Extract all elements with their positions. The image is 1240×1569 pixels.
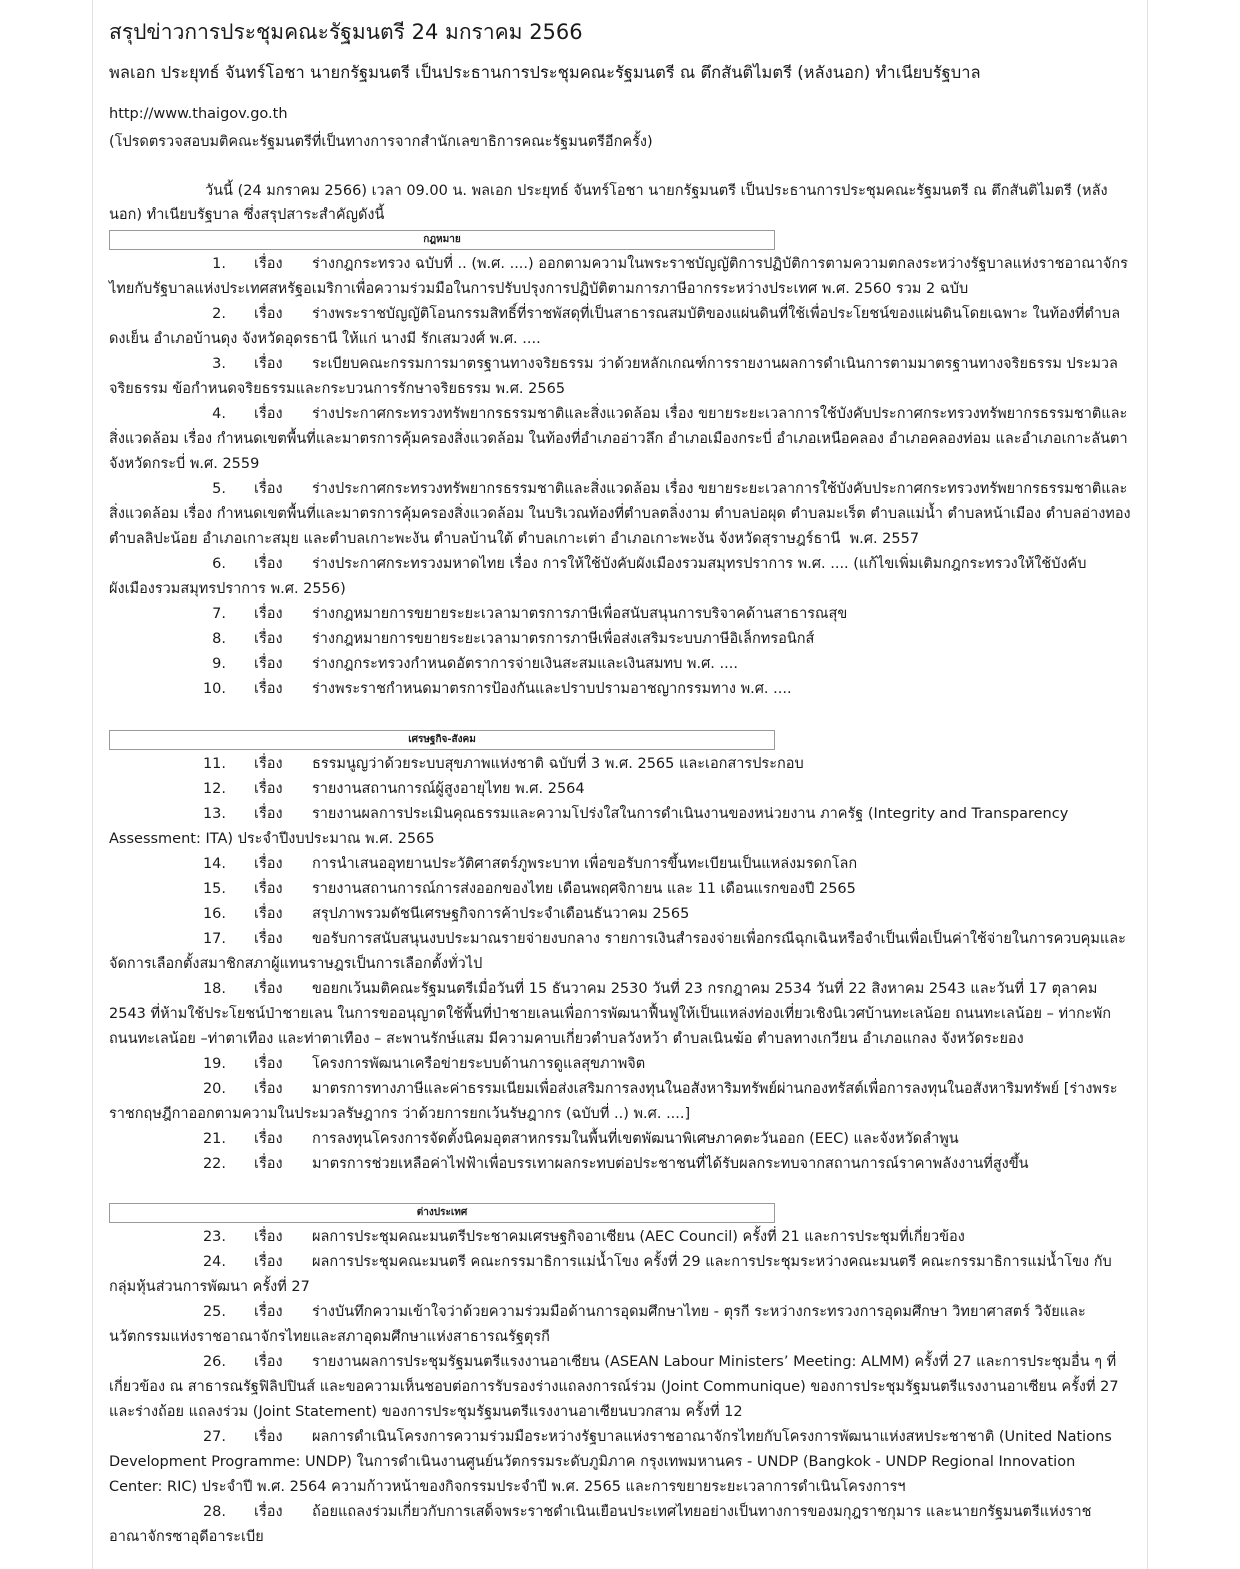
- agenda-item-text: ขอยกเว้นมติคณะรัฐมนตรีเมื่อวันที่ 15 ธันวาคม 2530 วันที่ 23 กรกฎาคม 2534 วันที่ 22 สิงหาคม 2543 และวันที่ 17 ตุลาคม 2543 ที่ห้ามใช้ประโยชน์ป่าชายเลน ในการขออนุญาตใช้พื้นที่ป่าชายเลนเพื่อการพัฒนาฟื้นฟูให้เป็นแหล่งท่องเที่ยวเชิงนิเวศบ้านทะเลน้อย ถนนทะเลน้อย – ท่ากะพัก ถนนทะเลน้อย –ท่าตาเทือง และท่าตาเทือง – สะพานรักษ์แสม มีความคาบเกี่ยวตำบลวังหว้า ตำบลเนินฆ้อ ตำบลทางเกวียน อำเภอแกลง จังหวัดระยอง: [109, 981, 1116, 1047]
- source-url: http://www.thaigov.go.th: [109, 106, 288, 122]
- agenda-item: [109, 1127, 1131, 1152]
- agenda-item-keyword: เรื่อง: [254, 1081, 283, 1097]
- agenda-item-number: 24.: [202, 1254, 226, 1270]
- agenda-item: [109, 1425, 1131, 1500]
- agenda-item: [109, 1152, 1131, 1177]
- agenda-item-keyword: เรื่อง: [254, 1131, 283, 1147]
- agenda-item-text: รายงานสถานการณ์การส่งออกของไทย เดือนพฤศจิกายน และ 11 เดือนแรกของปี 2565: [312, 881, 856, 897]
- agenda-item-text: สรุปภาพรวมดัชนีเศรษฐกิจการค้าประจำเดือนธันวาคม 2565: [312, 906, 690, 922]
- agenda-item: [109, 352, 1131, 402]
- agenda-item-text: ร่างพระราชบัญญัติโอนกรรมสิทธิ์ที่ราชพัสดุที่เป็นสาธารณสมบัติของแผ่นดินที่ใช้เพื่อประโยชน์ของแผ่นดินโดยเฉพาะ ในท้องที่ตำบลดงเย็น อำเภอบ้านดุง จังหวัดอุดรธานี ให้แก่ นางมี รักเสมวงศ์ พ.ศ. ....: [109, 306, 1121, 347]
- agenda-item-text: โครงการพัฒนาเครือข่ายระบบด้านการดูแลสุขภาพจิต: [312, 1056, 646, 1072]
- agenda-item-number: 8.: [212, 631, 226, 647]
- agenda-item-number: 22.: [202, 1156, 226, 1172]
- agenda-item-number: 4.: [212, 406, 226, 422]
- verification-note: (โปรดตรวจสอบมติคณะรัฐมนตรีที่เป็นทางการจากสำนักเลขาธิการคณะรัฐมนตรีอีกครั้ง): [109, 134, 653, 150]
- agenda-item-text: ผลการดำเนินโครงการความร่วมมือระหว่างรัฐบาลแห่งราชอาณาจักรไทยกับโครงการพัฒนาแห่งสหประชาชาติ (United Nations Development Programme: UNDP) ในการดำเนินงานศูนย์นวัตกรรมระดับภูมิภาค กรุงเทพมหานคร - UNDP (Bangkok - UNDP Regional Innovation Center: RIC) ประจำปี พ.ศ. 2564 ความก้าวหน้าของกิจกรรมประจำปี พ.ศ. 2565 และการขยายระยะเวลาการดำเนินโครงการฯ: [109, 1429, 1117, 1495]
- agenda-item-number: 27.: [202, 1429, 226, 1445]
- agenda-item: [109, 552, 1131, 602]
- agenda-item-text: รายงานผลการประเมินคุณธรรมและความโปร่งใสในการดำเนินงานของหน่วยงาน ภาครัฐ (Integrity and Transparency Assessment: ITA) ประจำปีงบประมาณ พ.ศ. 2565: [109, 806, 1073, 847]
- agenda-item-keyword: เรื่อง: [254, 1254, 283, 1270]
- agenda-item-number: 5.: [212, 481, 226, 497]
- agenda-item: [109, 802, 1131, 852]
- agenda-item-text: ร่างกฎหมายการขยายระยะเวลามาตรการภาษีเพื่อสนับสนุนการบริจาคด้านสาธารณสุข: [312, 606, 848, 622]
- agenda-item-text: การนำเสนออุทยานประวัติศาสตร์ภูพระบาท เพื่อขอรับการขึ้นทะเบียนเป็นแหล่งมรดกโลก: [312, 856, 858, 872]
- agenda-item-number: 18.: [202, 981, 226, 997]
- agenda-item-keyword: เรื่อง: [254, 656, 283, 672]
- agenda-item: [109, 402, 1131, 477]
- agenda-item-keyword: เรื่อง: [254, 606, 283, 622]
- agenda-item-number: 15.: [202, 881, 226, 897]
- agenda-item-text: ร่างกฎกระทรวงกำหนดอัตราการจ่ายเงินสะสมและเงินสมทบ พ.ศ. ....: [312, 656, 738, 672]
- agenda-item-text: ขอรับการสนับสนุนงบประมาณรายจ่ายงบกลาง รายการเงินสำรองจ่ายเพื่อกรณีฉุกเฉินหรือจำเป็นเพื่อเป็นค่าใช้จ่ายในการควบคุมและจัดการเลือกตั้งสมาชิกสภาผู้แทนราษฎรเป็นการเลือกตั้งทั่วไป: [109, 931, 1126, 972]
- agenda-item-keyword: เรื่อง: [254, 1504, 283, 1520]
- agenda-item-keyword: เรื่อง: [254, 756, 283, 772]
- agenda-item-text: ร่างพระราชกำหนดมาตรการป้องกันและปราบปรามอาชญากรรมทาง พ.ศ. ....: [312, 681, 792, 697]
- agenda-item-number: 11.: [202, 756, 226, 772]
- agenda-item-text: ร่างประกาศกระทรวงมหาดไทย เรื่อง การให้ใช้บังคับผังเมืองรวมสมุทรปราการ พ.ศ. .... (แก้ไขเพิ่มเติมกฎกระทรวงให้ใช้บังคับผังเมืองรวมสมุทรปราการ พ.ศ. 2556): [109, 556, 1087, 597]
- agenda-item-keyword: เรื่อง: [254, 1156, 283, 1172]
- agenda-item-number: 10.: [202, 681, 226, 697]
- agenda-item: [109, 477, 1136, 552]
- agenda-item: [109, 977, 1131, 1052]
- agenda-item-text: ร่างบันทึกความเข้าใจว่าด้วยความร่วมมือด้านการอุดมศึกษาไทย - ตุรกี ระหว่างกระทรวงการอุดมศึกษา วิทยาศาสตร์ วิจัยและนวัตกรรมแห่งราชอาณาจักรไทยและสภาอุดมศึกษาแห่งสาธารณรัฐตุรกี: [109, 1304, 1086, 1345]
- agenda-item-number: 3.: [212, 356, 226, 372]
- agenda-item-keyword: เรื่อง: [254, 1056, 283, 1072]
- agenda-item-keyword: เรื่อง: [254, 856, 283, 872]
- agenda-item-number: 28.: [202, 1504, 226, 1520]
- agenda-item-number: 9.: [212, 656, 226, 672]
- agenda-item-keyword: เรื่อง: [254, 556, 283, 572]
- agenda-item-number: 17.: [202, 931, 226, 947]
- agenda-item-number: 6.: [212, 556, 226, 572]
- agenda-item: [109, 852, 1131, 877]
- agenda-item-number: 23.: [202, 1229, 226, 1245]
- section-header-economy-society: เศรษฐกิจ-สังคม: [109, 730, 775, 750]
- agenda-item-number: 13.: [202, 806, 226, 822]
- agenda-item-text: การลงทุนโครงการจัดตั้งนิคมอุตสาหกรรมในพื้นที่เขตพัฒนาพิเศษภาคตะวันออก (EEC) และจังหวัดลำพูน: [312, 1131, 959, 1147]
- document-page: [92, 0, 1148, 1569]
- intro-paragraph: วันนี้ (24 มกราคม 2566) เวลา 09.00 น. พลเอก ประยุทธ์ จันทร์โอชา นายกรัฐมนตรี เป็นประธานการประชุมคณะรัฐมนตรี ณ ตึกสันติไมตรี (หลังนอก) ทำเนียบรัฐบาล ซึ่งสรุปสาระสำคัญดังนี้: [109, 183, 1108, 223]
- agenda-item-text: ธรรมนูญว่าด้วยระบบสุขภาพแห่งชาติ ฉบับที่ 3 พ.ศ. 2565 และเอกสารประกอบ: [312, 756, 804, 772]
- agenda-item-text: ผลการประชุมคณะมนตรีประชาคมเศรษฐกิจอาเซียน (AEC Council) ครั้งที่ 21 และการประชุมที่เกี่ยวข้อง: [312, 1229, 965, 1245]
- agenda-item: [109, 927, 1131, 977]
- agenda-item: [109, 752, 1131, 777]
- agenda-item: [109, 877, 1131, 902]
- agenda-item-number: 7.: [212, 606, 226, 622]
- agenda-item: [109, 902, 1131, 927]
- agenda-item: [109, 652, 1131, 677]
- agenda-item-keyword: เรื่อง: [254, 981, 283, 997]
- agenda-item: [109, 1500, 1131, 1550]
- agenda-item-number: 14.: [202, 856, 226, 872]
- page-title: สรุปข่าวการประชุมคณะรัฐมนตรี 24 มกราคม 2566: [109, 20, 583, 44]
- agenda-item-text: ผลการประชุมคณะมนตรี คณะกรรมาธิการแม่น้ำโขง ครั้งที่ 29 และการประชุมระหว่างคณะมนตรี คณะกรรมาธิการแม่น้ำโขง กับกลุ่มหุ้นส่วนการพัฒนา ครั้งที่ 27: [109, 1254, 1112, 1295]
- agenda-item-keyword: เรื่อง: [254, 1429, 283, 1445]
- agenda-item-text: ร่างกฎหมายการขยายระยะเวลามาตรการภาษีเพื่อส่งเสริมระบบภาษีอิเล็กทรอนิกส์: [312, 631, 815, 647]
- section-header-foreign-affairs: ต่างประเทศ: [109, 1203, 775, 1223]
- agenda-item: [109, 1300, 1131, 1350]
- agenda-item-keyword: เรื่อง: [254, 256, 283, 272]
- agenda-item: [109, 302, 1131, 352]
- agenda-item-keyword: เรื่อง: [254, 356, 283, 372]
- agenda-item-keyword: เรื่อง: [254, 931, 283, 947]
- agenda-item-keyword: เรื่อง: [254, 1229, 283, 1245]
- agenda-item-number: 2.: [212, 306, 226, 322]
- agenda-item: [109, 252, 1131, 302]
- agenda-item: [109, 627, 1131, 652]
- agenda-item: [109, 1225, 1131, 1250]
- agenda-item-keyword: เรื่อง: [254, 1354, 283, 1370]
- page-subtitle: พลเอก ประยุทธ์ จันทร์โอชา นายกรัฐมนตรี เป็นประธานการประชุมคณะรัฐมนตรี ณ ตึกสันติไมตรี (หลังนอก) ทำเนียบรัฐบาล: [109, 63, 981, 82]
- agenda-item-number: 12.: [202, 781, 226, 797]
- agenda-item-number: 21.: [202, 1131, 226, 1147]
- agenda-item-text: ถ้อยแถลงร่วมเกี่ยวกับการเสด็จพระราชดำเนินเยือนประเทศไทยอย่างเป็นทางการของมกุฎราชกุมาร และนายกรัฐมนตรีแห่งราชอาณาจักรซาอุดีอาระเบีย: [109, 1504, 1092, 1545]
- agenda-item-number: 25.: [202, 1304, 226, 1320]
- agenda-item: [109, 1250, 1131, 1300]
- agenda-item-keyword: เรื่อง: [254, 631, 283, 647]
- agenda-item-keyword: เรื่อง: [254, 481, 283, 497]
- agenda-item-keyword: เรื่อง: [254, 881, 283, 897]
- agenda-item-text: ระเบียบคณะกรรมการมาตรฐานทางจริยธรรม ว่าด้วยหลักเกณฑ์การรายงานผลการดำเนินการตามมาตรฐานทางจริยธรรม ประมวลจริยธรรม ข้อกำหนดจริยธรรมและกระบวนการรักษาจริยธรรม พ.ศ. 2565: [109, 356, 1118, 397]
- agenda-item-text: รายงานผลการประชุมรัฐมนตรีแรงงานอาเซียน (ASEAN Labour Ministers’ Meeting: ALMM) ครั้งที่ 27 และการประชุมอื่น ๆ ที่เกี่ยวข้อง ณ สาธารณรัฐฟิลิปปินส์ และขอความเห็นชอบต่อการรับรองร่างแถลงการณ์ร่วม (Joint Communique) ของการประชุมรัฐมนตรีแรงงานอาเซียน ครั้งที่ 27 และร่างถ้อย แถลงร่วม (Joint Statement) ของการประชุมรัฐมนตรีแรงงานอาเซียนบวกสาม ครั้งที่ 12: [109, 1354, 1124, 1420]
- agenda-item-text: ร่างประกาศกระทรวงทรัพยากรธรรมชาติและสิ่งแวดล้อม เรื่อง ขยายระยะเวลาการใช้บังคับประกาศกระทรวงทรัพยากรธรรมชาติและสิ่งแวดล้อม เรื่อง กำหนดเขตพื้นที่และมาตรการคุ้มครองสิ่งแวดล้อม ในท้องที่อำเภออ่าวลึก อำเภอเมืองกระบี่ อำเภอเหนือคลอง อำเภอคลองท่อม และอำเภอเกาะลันตา จังหวัดกระบี่ พ.ศ. 2559: [109, 406, 1133, 472]
- agenda-item-text: มาตรการทางภาษีและค่าธรรมเนียมเพื่อส่งเสริมการลงทุนในอสังหาริมทรัพย์ผ่านกองทรัสต์เพื่อการลงทุนในอสังหาริมทรัพย์ [ร่างพระราชกฤษฎีกาออกตามความในประมวลรัษฎากร ว่าด้วยการยกเว้นรัษฎากร (ฉบับที่ ..) พ.ศ. ....]: [109, 1081, 1118, 1122]
- agenda-item-text: ร่างประกาศกระทรวงทรัพยากรธรรมชาติและสิ่งแวดล้อม เรื่อง ขยายระยะเวลาการใช้บังคับประกาศกระทรวงทรัพยากรธรรมชาติและสิ่งแวดล้อม เรื่อง กำหนดเขตพื้นที่และมาตรการคุ้มครองสิ่งแวดล้อม ในบริเวณท้องที่ตำบลตลิ่งงาม ตำบลบ่อผุด ตำบลมะเร็ต ตำบลแม่น้ำ ตำบลหน้าเมือง ตำบลอ่างทอง ตำบลลิปะน้อย อำเภอเกาะสมุย และตำบลเกาะพะงัน ตำบลบ้านใต้ ตำบลเกาะเต่า อำเภอเกาะพะงัน จังหวัดสุราษฎร์ธานี พ.ศ. 2557: [109, 481, 1136, 547]
- agenda-item: [109, 1350, 1131, 1425]
- agenda-item-number: 1.: [212, 256, 226, 272]
- agenda-item-keyword: เรื่อง: [254, 1304, 283, 1320]
- agenda-item-text: รายงานสถานการณ์ผู้สูงอายุไทย พ.ศ. 2564: [312, 781, 585, 797]
- agenda-item-text: มาตรการช่วยเหลือค่าไฟฟ้าเพื่อบรรเทาผลกระทบต่อประชาชนที่ได้รับผลกระทบจากสถานการณ์ราคาพลังงานที่สูงขึ้น: [312, 1156, 1029, 1172]
- agenda-item-keyword: เรื่อง: [254, 406, 283, 422]
- agenda-item: [109, 1052, 1131, 1077]
- agenda-item: [109, 1077, 1131, 1127]
- agenda-item: [109, 677, 1131, 702]
- agenda-item-number: 16.: [202, 906, 226, 922]
- agenda-item: [109, 602, 1131, 627]
- agenda-item-text: ร่างกฎกระทรวง ฉบับที่ .. (พ.ศ. ....) ออกตามความในพระราชบัญญัติการปฏิบัติการตามความตกลงระหว่างรัฐบาลแห่งราชอาณาจักรไทยกับรัฐบาลแห่งประเทศสหรัฐอเมริกาเพื่อความร่วมมือในการปรับปรุงการปฏิบัติตามการภาษีอากรระหว่างประเทศ พ.ศ. 2560 รวม 2 ฉบับ: [109, 256, 1128, 297]
- agenda-item-keyword: เรื่อง: [254, 806, 283, 822]
- agenda-item-keyword: เรื่อง: [254, 906, 283, 922]
- agenda-item-number: 19.: [202, 1056, 226, 1072]
- agenda-item-keyword: เรื่อง: [254, 781, 283, 797]
- agenda-item-number: 26.: [202, 1354, 226, 1370]
- agenda-item-keyword: เรื่อง: [254, 306, 283, 322]
- agenda-item: [109, 777, 1131, 802]
- agenda-item-number: 20.: [202, 1081, 226, 1097]
- agenda-item-keyword: เรื่อง: [254, 681, 283, 697]
- section-header-law: กฎหมาย: [109, 230, 775, 250]
